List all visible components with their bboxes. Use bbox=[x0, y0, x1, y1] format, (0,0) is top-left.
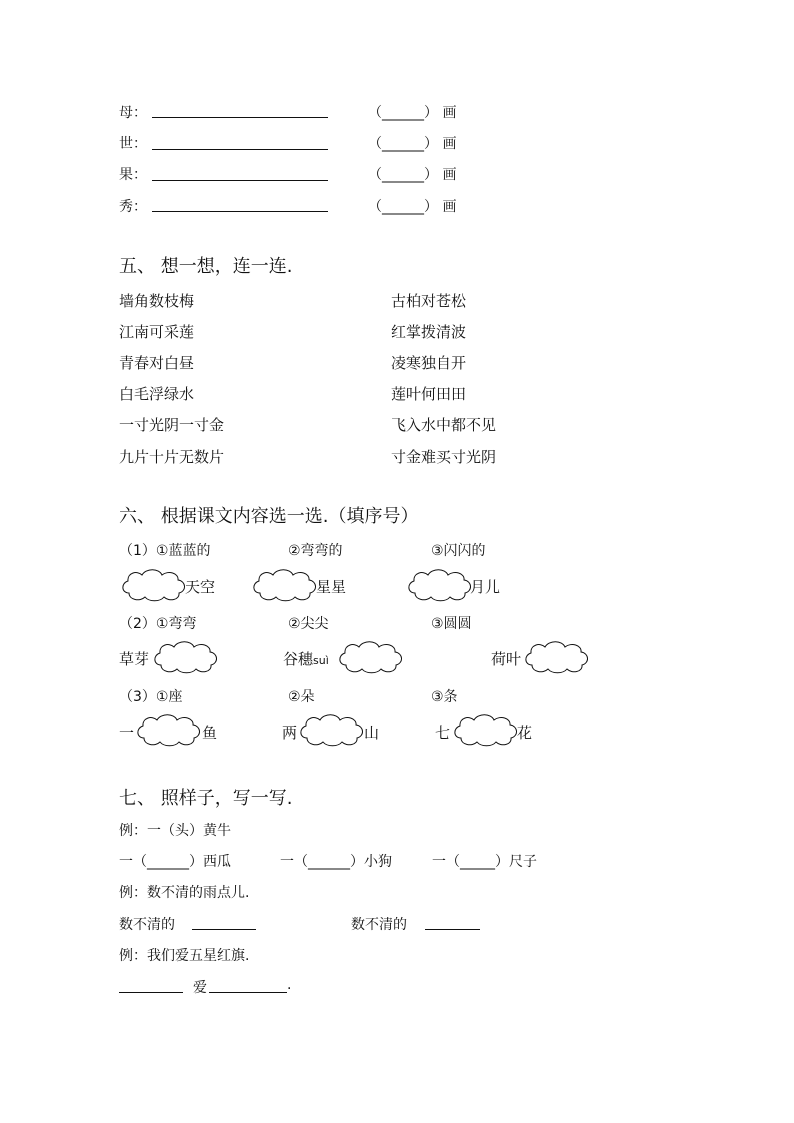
stroke-count-3[interactable]: （______） 画 bbox=[368, 167, 457, 183]
g3-option-2: ②朵 bbox=[288, 689, 315, 705]
phrase-blank-1[interactable] bbox=[192, 929, 256, 930]
match-left-3[interactable]: 青春对白昼 bbox=[119, 354, 195, 372]
match-left-2[interactable]: 江南可采莲 bbox=[119, 323, 195, 341]
g3-word-1a: 一 bbox=[119, 724, 135, 742]
cloud-outline bbox=[123, 570, 185, 601]
cloud-outline bbox=[340, 642, 402, 673]
stroke-line-2[interactable] bbox=[152, 149, 328, 150]
match-right-4[interactable]: 莲叶何田田 bbox=[391, 385, 467, 403]
example-1: 例：一（头）黄牛 bbox=[119, 823, 231, 839]
g3-option-3: ③条 bbox=[431, 689, 458, 705]
cloud-outline bbox=[455, 715, 517, 746]
g1-option-3: ③闪闪的 bbox=[431, 543, 486, 559]
example-3: 例：我们爱五星红旗. bbox=[119, 948, 250, 964]
g1-word-2: 星星 bbox=[316, 578, 347, 596]
match-right-3[interactable]: 凌寒独自开 bbox=[391, 354, 467, 372]
section6-title: 六、 根据课文内容选一选.（填序号） bbox=[119, 506, 419, 527]
cloud-answer-box[interactable] bbox=[119, 566, 189, 602]
cloud-answer-box[interactable] bbox=[451, 711, 521, 747]
stroke-line-3[interactable] bbox=[152, 180, 328, 181]
pinyin-annotation: suì bbox=[313, 654, 329, 667]
g2-option-1: （2）①弯弯 bbox=[119, 616, 197, 632]
cloud-outline bbox=[254, 570, 316, 601]
phrase-prefix-1: 数不清的 bbox=[119, 917, 175, 933]
sentence-blank-2[interactable] bbox=[209, 992, 287, 993]
cloud-outline bbox=[138, 715, 200, 746]
g3-word-2a: 两 bbox=[282, 724, 298, 742]
match-right-1[interactable]: 古柏对苍松 bbox=[391, 292, 467, 310]
g3-word-3a: 七 bbox=[435, 724, 451, 742]
cloud-answer-box[interactable] bbox=[522, 638, 592, 674]
cloud-outline bbox=[155, 642, 217, 673]
sentence-blank-1[interactable] bbox=[119, 992, 183, 993]
sentence-end: . bbox=[287, 977, 292, 993]
match-left-1[interactable]: 墙角数枝梅 bbox=[119, 292, 195, 310]
g2-word-3: 荷叶 bbox=[491, 650, 522, 668]
measure-word-1[interactable]: 一（______）西瓜 bbox=[119, 854, 231, 870]
stroke-char-1: 母： bbox=[119, 105, 147, 121]
cloud-answer-box[interactable] bbox=[297, 711, 367, 747]
cloud-outline bbox=[301, 715, 363, 746]
g3-word-1b: 鱼 bbox=[202, 724, 218, 742]
section5-title: 五、 想一想，连一连. bbox=[119, 256, 293, 277]
g1-option-1: （1）①蓝蓝的 bbox=[119, 543, 211, 559]
match-left-4[interactable]: 白毛浮绿水 bbox=[119, 385, 195, 403]
match-right-6[interactable]: 寸金难买寸光阴 bbox=[391, 448, 497, 466]
g2-option-3: ③圆圆 bbox=[431, 616, 472, 632]
measure-word-3[interactable]: 一（_____）尺子 bbox=[432, 854, 537, 870]
match-right-2[interactable]: 红掌拨清波 bbox=[391, 323, 467, 341]
stroke-count-1[interactable]: （______） 画 bbox=[368, 105, 457, 121]
g2-option-2: ②尖尖 bbox=[288, 616, 329, 632]
cloud-answer-box[interactable] bbox=[151, 638, 221, 674]
cloud-answer-box[interactable] bbox=[250, 566, 320, 602]
phrase-blank-2[interactable] bbox=[425, 929, 480, 930]
cloud-answer-box[interactable] bbox=[336, 638, 406, 674]
g3-word-2b: 山 bbox=[364, 724, 380, 742]
g1-option-2: ②弯弯的 bbox=[288, 543, 343, 559]
phrase-prefix-2: 数不清的 bbox=[351, 917, 407, 933]
section7-title: 七、 照样子，写一写. bbox=[119, 788, 293, 809]
stroke-line-1[interactable] bbox=[152, 117, 328, 118]
g2-word-2: 谷穗suì bbox=[283, 650, 329, 668]
cloud-outline bbox=[409, 570, 471, 601]
stroke-char-3: 果： bbox=[119, 167, 147, 183]
g3-option-1: （3）①座 bbox=[119, 689, 183, 705]
cloud-answer-box[interactable] bbox=[405, 566, 475, 602]
sentence-verb: 爱 bbox=[193, 980, 207, 996]
measure-word-2[interactable]: 一（______）小狗 bbox=[280, 854, 392, 870]
match-left-6[interactable]: 九片十片无数片 bbox=[119, 448, 225, 466]
g2-word-1: 草芽 bbox=[119, 650, 150, 668]
example-2: 例：数不清的雨点儿. bbox=[119, 885, 250, 901]
stroke-char-4: 秀： bbox=[119, 199, 147, 215]
match-left-5[interactable]: 一寸光阴一寸金 bbox=[119, 416, 225, 434]
stroke-line-4[interactable] bbox=[152, 211, 328, 212]
match-right-5[interactable]: 飞入水中都不见 bbox=[391, 416, 497, 434]
cloud-outline bbox=[526, 642, 588, 673]
g1-word-1: 天空 bbox=[185, 578, 216, 596]
stroke-count-4[interactable]: （______） 画 bbox=[368, 199, 457, 215]
g3-word-3b: 花 bbox=[517, 724, 533, 742]
stroke-count-2[interactable]: （______） 画 bbox=[368, 136, 457, 152]
stroke-char-2: 世： bbox=[119, 136, 147, 152]
g1-word-3: 月儿 bbox=[470, 578, 501, 596]
cloud-answer-box[interactable] bbox=[134, 711, 204, 747]
